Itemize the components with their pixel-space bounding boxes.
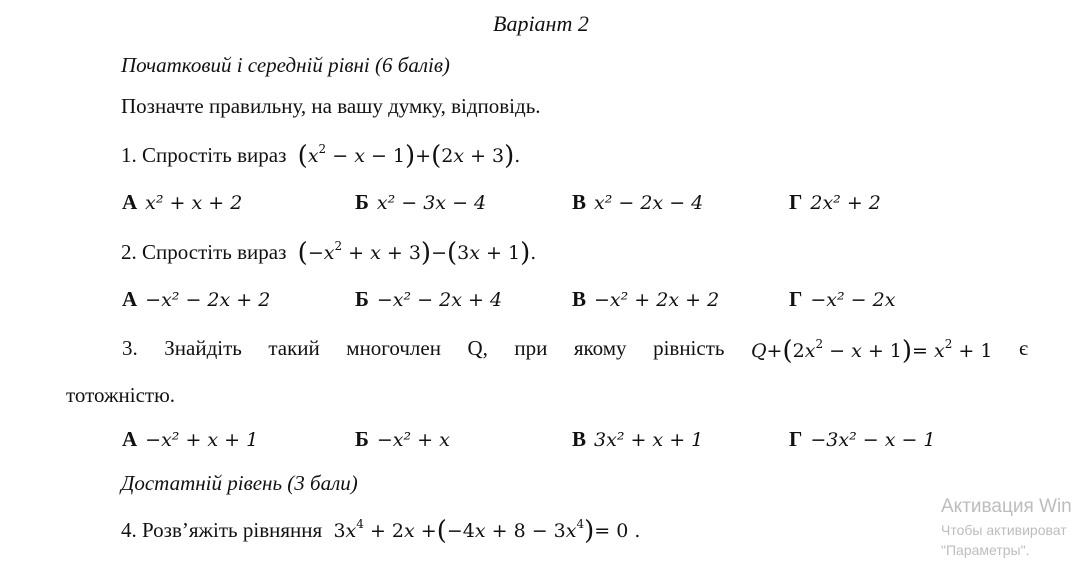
question-3-continuation: тотожністю. xyxy=(66,383,176,407)
question-4-expression: $3x^4 + 2x +(-4x + 8 - 3x^4)= 0$ . xyxy=(327,516,641,546)
q3-option-d[interactable]: Г −3x² − x − 1 xyxy=(789,427,936,451)
q3-option-c[interactable]: В 3x² + x + 1 xyxy=(572,427,704,451)
question-3: 3. Знайдіть такий многочлен Q, при якому рівність $Q+(2x^2 - x + 1)= x^2 + 1$ є xyxy=(122,336,1028,366)
question-2-text: 2. Спростіть вираз xyxy=(121,240,287,264)
q3-option-b[interactable]: Б −x² + x xyxy=(355,427,450,451)
question-4-text: 4. Розв’яжіть рівняння xyxy=(121,518,323,542)
q3-option-a[interactable]: А −x² + x + 1 xyxy=(122,427,259,451)
question-2-expression: $(-x^2 + x + 3)-(3x + 1)$. xyxy=(297,238,537,268)
q2-option-c[interactable]: В −x² + 2x + 2 xyxy=(572,287,720,311)
section-title-basic: Початковий і середній рівні (6 балів) xyxy=(121,53,450,77)
question-2 xyxy=(121,240,536,266)
question-1-text: 1. Спростіть вираз xyxy=(121,143,287,167)
q1-option-c[interactable]: В x² − 2x − 4 xyxy=(572,190,704,214)
watermark-line: "Параметры". xyxy=(941,542,1030,558)
question-4 xyxy=(121,518,640,544)
q1-option-a[interactable]: А x² + x + 2 xyxy=(122,190,243,214)
q2-option-d[interactable]: Г −x² − 2x xyxy=(789,287,896,311)
q1-option-b[interactable]: Б x² − 3x − 4 xyxy=(355,190,487,214)
q1-option-d[interactable]: Г 2x² + 2 xyxy=(789,190,881,214)
question-1 xyxy=(121,143,520,169)
instruction-text: Позначте правильну, на вашу думку, відповідь. xyxy=(121,94,541,118)
question-3-expression: $Q+(2x^2 - x + 1)= x^2 + 1$ xyxy=(750,336,993,366)
q2-option-a[interactable]: А −x² − 2x + 2 xyxy=(122,287,271,311)
watermark-line: Чтобы активироват xyxy=(941,522,1067,538)
variant-title: Варіант 2 xyxy=(493,11,589,36)
section-title-sufficient: Достатній рівень (3 бали) xyxy=(121,471,358,495)
question-1-expression: $(x^2 - x - 1)+(2x + 3)$. xyxy=(297,141,521,171)
q2-option-b[interactable]: Б −x² − 2x + 4 xyxy=(355,287,503,311)
watermark-title: Активация Win xyxy=(941,496,1072,517)
